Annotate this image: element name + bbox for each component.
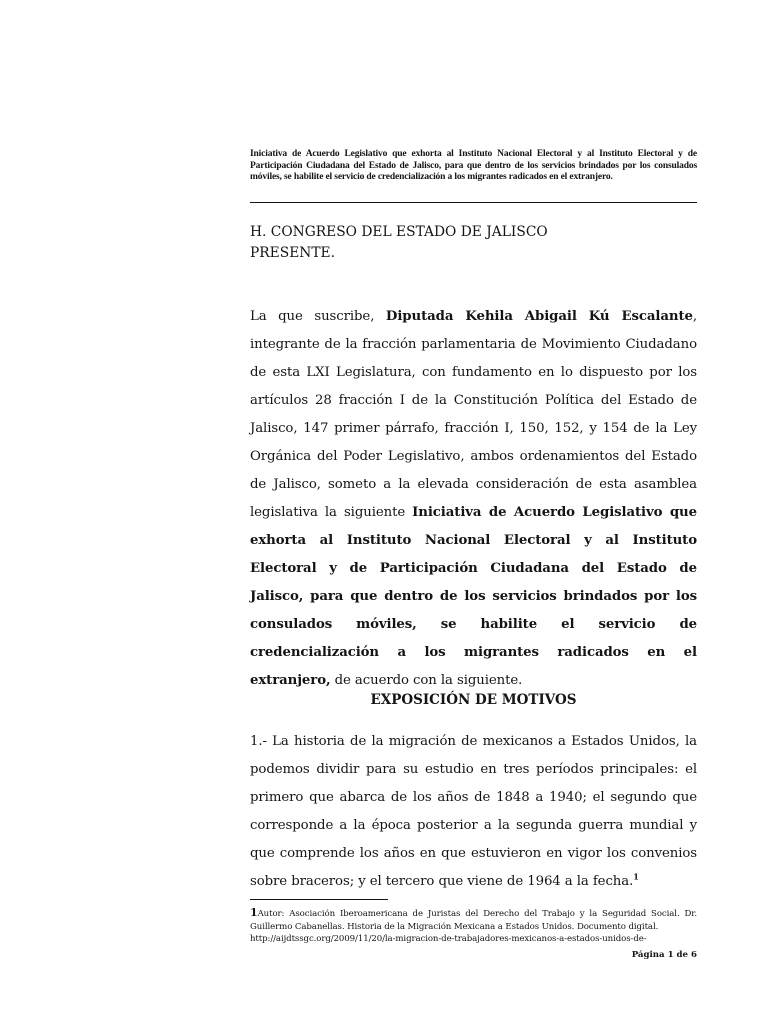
signer-name: Diputada Kehila Abigail Kú Escalante: [385, 309, 693, 324]
footnote-number: 1: [250, 906, 258, 919]
motive-text: 1.- La historia de la migración de mexicanos a Estados Unidos, la podemos dividir para su estudio en tres períodos principales: el primero que abarca de los años de 1848 a 1940; el segundo que corresponde a la época posterior a la segunda guerra mundial y que comprende los años en que estuvieron en vigor los convenios sobre braceros; y el tercero que viene de 1964 a la fecha.: [250, 734, 697, 889]
intro-text-3: de acuerdo con la siguiente.: [330, 673, 523, 688]
footnote-link[interactable]: http://aijdtssgc.org/2009/11/20/la-migracion-de-trabajadores-mexicanos-a-estados-unidos-de-: [250, 934, 647, 944]
footnote: [250, 907, 697, 946]
addressee-present: PRESENTE.: [250, 245, 335, 261]
footnote-text: Autor: Asociación Iberoamericana de Juristas del Derecho del Trabajo y la Seguridad Social. Dr. Guillermo Cabanellas. Historia de la Migración Mexicana a Estados Unidos. Documento digital.: [250, 909, 697, 932]
document-header: Iniciativa de Acuerdo Legislativo que exhorta al Instituto Nacional Electoral y al Instituto Electoral y de Participación Ciudadana del Estado de Jalisco, para que dentro de los servicios brindados por los consulados móviles, se habilite el servicio de credencialización a los migrantes radicados en el extranjero.: [250, 149, 697, 182]
page-number: Página 1 de 6: [631, 950, 697, 960]
section-title: EXPOSICIÓN DE MOTIVOS: [370, 692, 577, 708]
footnote-divider: [250, 899, 388, 900]
intro-paragraph: [250, 303, 697, 695]
intro-text-2: , integrante de la fracción parlamentaria de Movimiento Ciudadano de esta LXI Legislatura, con fundamento en lo dispuesto por los artículos 28 fracción I de la Constitución Política del Estado de Jalisco, 147 primer párrafo, fracción I, 150, 152, y 154 de la Ley Orgánica del Poder Legislativo, ambos ordenamientos del Estado de Jalisco, someto a la elevada consideración de esta asamblea legislativa la siguiente: [250, 309, 697, 520]
intro-text-1: La que suscribe,: [250, 309, 386, 324]
footnote-reference[interactable]: 1: [633, 871, 639, 882]
header-divider: [250, 202, 697, 203]
addressee-block: [250, 222, 548, 264]
addressee-congress: H. CONGRESO DEL ESTADO DE JALISCO: [250, 224, 548, 240]
initiative-title: Iniciativa de Acuerdo Legislativo que exhorta al Instituto Nacional Electoral y al Instituto Electoral y de Participación Ciudadana del Estado de Jalisco, para que dentro de los servicios brindados por los consulados móviles, se habilite el servicio de credencialización a los migrantes radicados en el extranjero,: [250, 505, 697, 688]
motive-paragraph-1: [250, 728, 697, 896]
